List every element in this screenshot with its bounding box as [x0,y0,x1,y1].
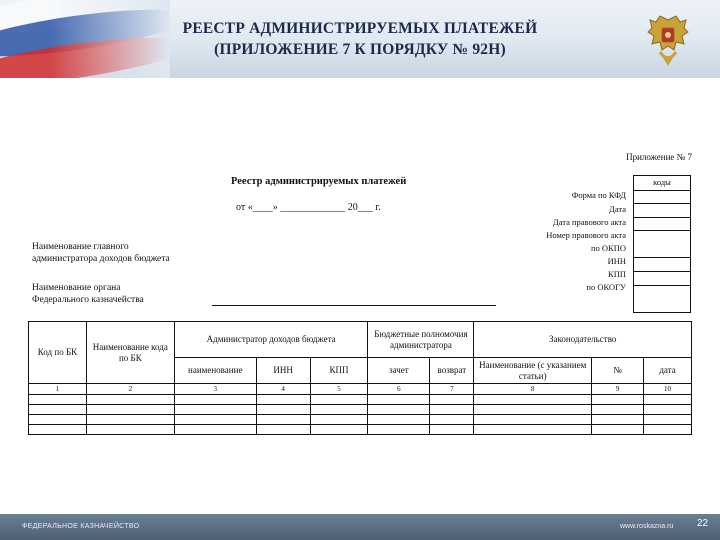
table-row[interactable] [29,415,692,425]
codes-label: по ОКПО [590,243,626,253]
col-header-kpp: КПП [310,358,368,384]
org-label-line2: Федерального казначейства [32,295,144,305]
codes-label: Номер правового акта [546,230,626,240]
form-title: Реестр администрируемых платежей [231,176,407,187]
col-header-inn: ИНН [256,358,310,384]
col-header-admin: Администратор доходов бюджета [174,322,368,358]
footer-org: ФЕДЕРАЛЬНОЕ КАЗНАЧЕЙСТВО [22,523,140,530]
eagle-emblem-icon [646,14,690,68]
codes-label: Форма по КФД [571,190,626,200]
code-cell[interactable] [634,257,690,271]
code-cell[interactable] [634,271,690,285]
table-row[interactable] [29,395,692,405]
table-row[interactable] [29,405,692,415]
col-header-refund: возврат [430,358,474,384]
column-number: 10 [644,384,692,395]
column-number: 6 [368,384,430,395]
codes-label: КПП [608,269,626,279]
slide-title-line2: (ПРИЛОЖЕНИЕ 7 К ПОРЯДКУ № 92Н) [214,41,506,58]
code-cell[interactable] [634,285,690,312]
col-header-admin-name: наименование [174,358,256,384]
col-header-code-name: Наименование кода по БК [86,322,174,384]
column-number: 9 [592,384,644,395]
column-number: 5 [310,384,368,395]
code-cell[interactable] [634,203,690,217]
admin-label-line1: Наименование главного [32,242,129,252]
header-band [0,0,720,78]
admin-label-line2: администратора доходов бюджета [32,254,170,264]
org-underline [212,305,496,306]
table-row[interactable] [29,425,692,435]
form-date-line: от «____» _____________ 20___ г. [236,202,381,213]
footer-bar [0,514,720,540]
column-number: 3 [174,384,256,395]
col-header-law-no: № [592,358,644,384]
slide-title [120,18,600,60]
code-cell[interactable] [634,190,690,204]
codes-header: коды [653,177,671,187]
code-cell[interactable] [634,217,690,231]
column-number: 8 [474,384,592,395]
org-label [32,282,144,306]
code-cell[interactable] [634,230,690,257]
appendix-label: Приложение № 7 [626,152,692,162]
col-header-code: Код по БК [29,322,87,384]
codes-label: Дата [609,204,626,214]
org-label-line1: Наименование органа [32,283,121,293]
column-number: 7 [430,384,474,395]
page-number: 22 [697,518,709,529]
column-number: 1 [29,384,87,395]
col-header-law-name: Наименование (с указанием статьи) [474,358,592,384]
registry-form [26,146,694,446]
column-numbers-row [29,384,692,395]
admin-label [32,241,170,265]
column-number: 4 [256,384,310,395]
payments-table [28,321,692,435]
codes-label: по ОКОГУ [586,282,626,292]
col-header-law: Законодательство [474,322,692,358]
codes-label: Дата правового акта [552,217,626,227]
column-number: 2 [86,384,174,395]
col-header-credit: зачет [368,358,430,384]
footer-site-link[interactable]: www.roskazna.ru [620,523,674,530]
codes-box [633,175,691,313]
col-header-powers: Бюджетные полномочия администратора [368,322,474,358]
col-header-law-date: дата [644,358,692,384]
slide-title-line1: РЕЕСТР АДМИНИСТРИРУЕМЫХ ПЛАТЕЖЕЙ [182,20,538,37]
codes-label: ИНН [607,256,626,266]
